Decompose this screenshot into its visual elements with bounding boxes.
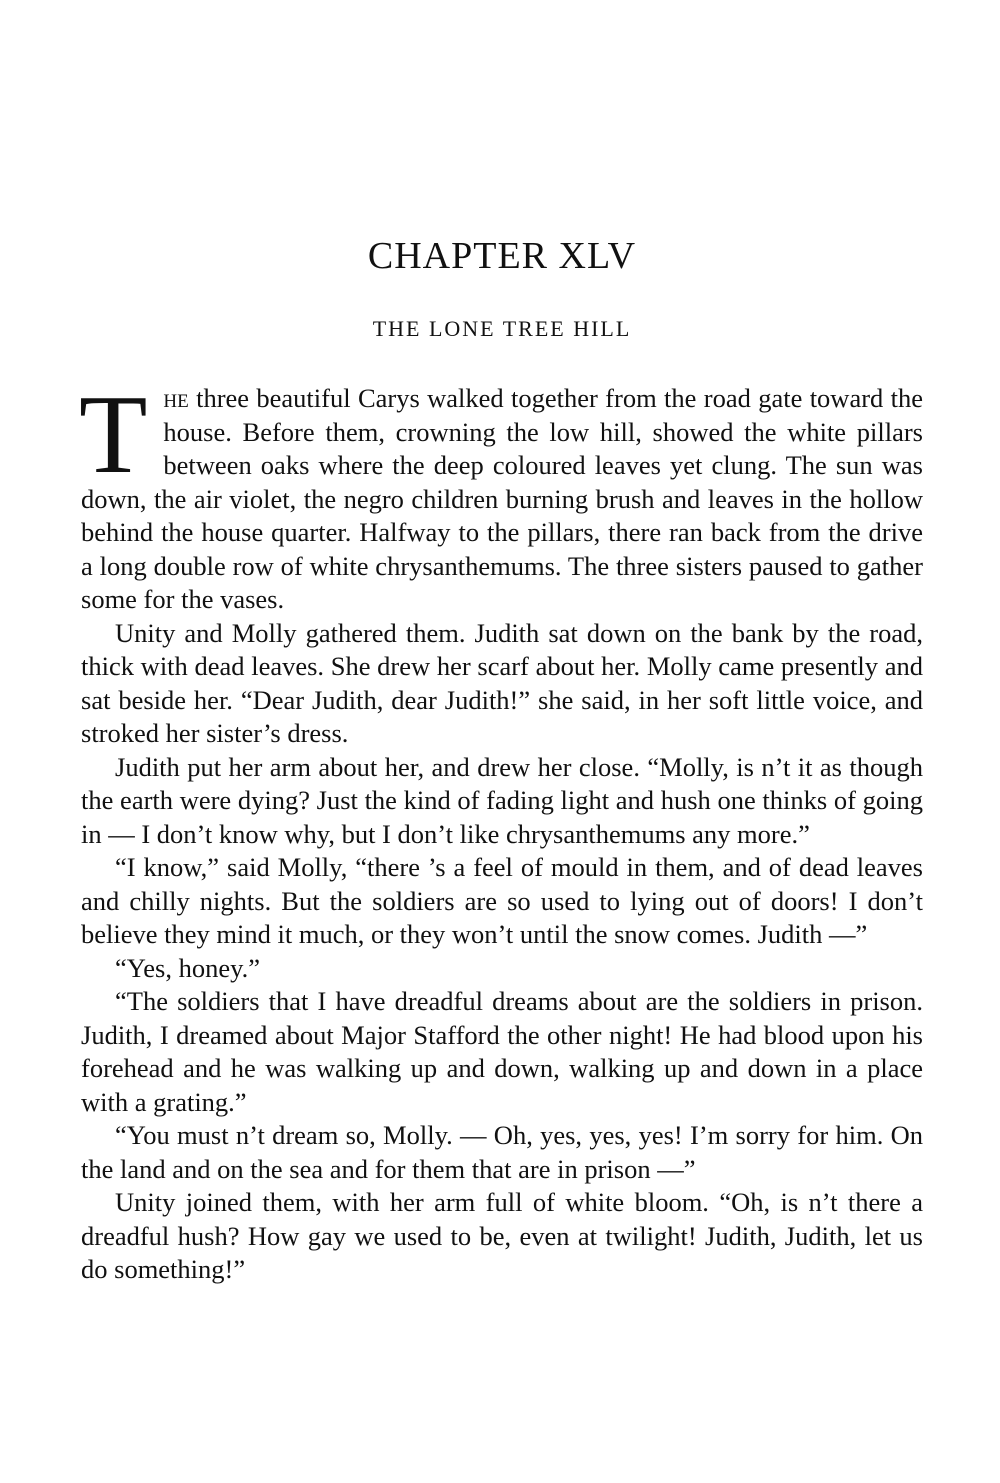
paragraph-8: Unity joined them, with her arm full of white bloom. “Oh, is n’t there a dreadful hush? How gay we used to be, even at twilight! Judith, Judith, let us do something!”	[81, 1187, 923, 1284]
paragraph-5: “Yes, honey.”	[115, 952, 260, 983]
chapter-subtitle: THE LONE TREE HILL	[372, 316, 632, 341]
paragraph-4: “I know,” said Molly, “there ’s a feel of mould in them, and of dead leaves and chilly nights. But the soldiers are so used to lying out of doors! I don’t believe they mind it much, or they won’t until the snow comes. Judith —”	[81, 852, 923, 949]
paragraph-7: “You must n’t dream so, Molly. — Oh, yes, yes, yes! I’m sorry for him. On the land and on the sea and for them that are in prison —”	[81, 1120, 923, 1184]
chapter-body	[79, 373, 923, 1287]
chapter-title: CHAPTER XLV	[367, 235, 637, 277]
paragraph-1	[79, 373, 923, 617]
paragraph-text: three beautiful Carys walked together from the road gate toward the house. Before them, crowning the low hill, showed the white pillars between oaks where the deep coloured leaves yet clung. The sun was down, the air violet, the negro children burning brush and leaves in the hollow behind the house quarter. Halfway to the pillars, there ran back from the drive a long double row of white chrysanthemums. The three sisters paused to gather some for the vases.	[81, 383, 923, 614]
lead-in: he	[163, 383, 189, 413]
paragraph-2: Unity and Molly gathered them. Judith sat down on the bank by the road, thick with dead leaves. She drew her scarf about her. Molly came presently and sat beside her. “Dear Judith, dear Judith!” she said, in her soft little voice, and stroked her sister’s dress.	[81, 617, 923, 748]
paragraph-3: Judith put her arm about her, and drew her close. “Molly, is n’t it as though the earth were dying? Just the kind of fading light and hush one thinks of going in — I don’t know why, but I don’t like chrysanthemums any more.”	[81, 751, 923, 849]
paragraph-6: “The soldiers that I have dreadful dreams about are the soldiers in prison. Judith, I dreamed about Major Stafford the other night! He had blood upon his forehead and he was walking up and down, walking up and down in a place with a grating.”	[81, 986, 923, 1117]
drop-cap: T	[79, 373, 148, 497]
